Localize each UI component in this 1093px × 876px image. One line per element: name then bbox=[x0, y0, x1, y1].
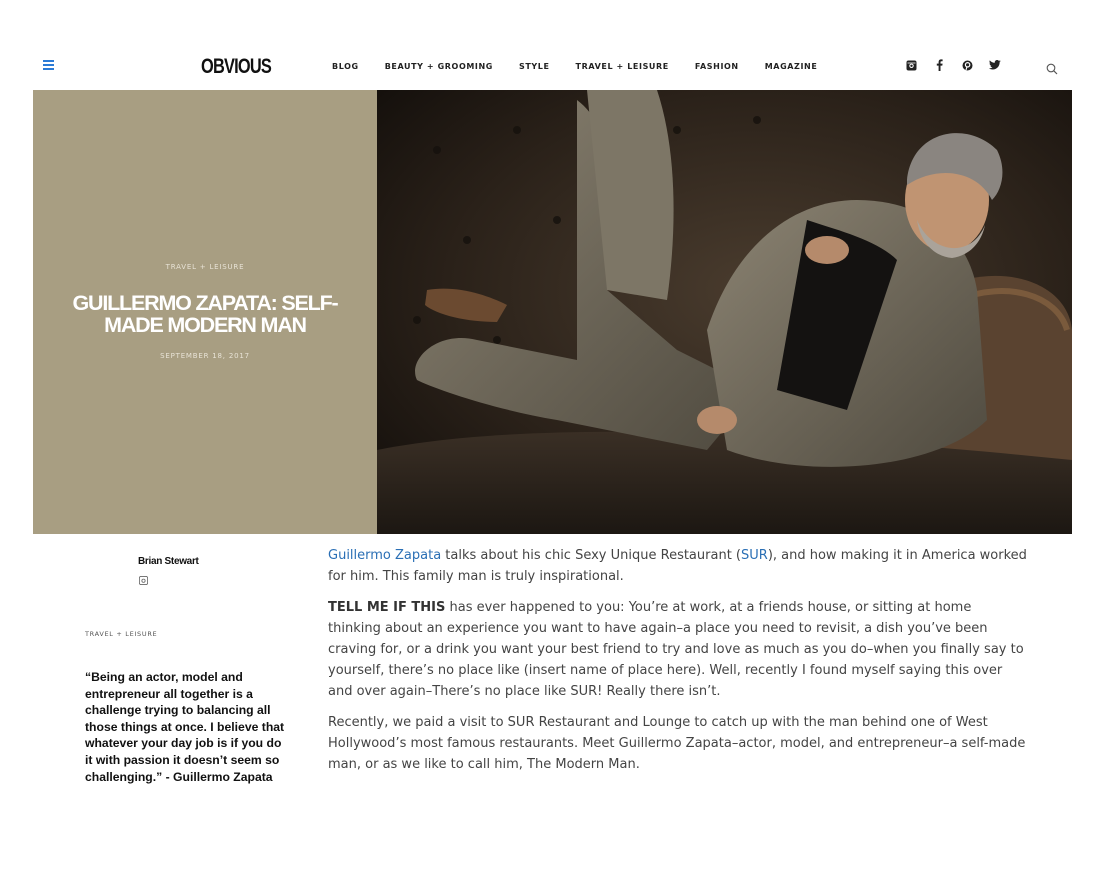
site-header bbox=[0, 48, 1093, 90]
hero-photo-illustration bbox=[377, 90, 1072, 534]
instagram-icon[interactable] bbox=[904, 58, 918, 72]
hero-title-panel bbox=[33, 90, 377, 534]
sur-link[interactable]: SUR bbox=[741, 548, 768, 563]
article-body bbox=[328, 545, 1028, 785]
hamburger-menu-icon[interactable] bbox=[43, 60, 54, 70]
paragraph-2-text: has ever happened to you: You’re at work, at a friends house, or sitting at home thinking about an experience you want to have again–a place you need to revisit, a dish you’ve been craving for, or a drink you want your best friend to try and love as much as you do–when you finally say to yourself, there’s no place like (insert name of place here). Well, recently I found myself saying this over and over again–There’s no place like SUR! Really there isn’t. bbox=[328, 600, 1024, 699]
nav-item-magazine[interactable]: MAGAZINE bbox=[764, 62, 818, 71]
lead-in-text: TELL ME IF THIS bbox=[328, 600, 446, 615]
sidebar-category-link[interactable]: TRAVEL + LEISURE bbox=[85, 630, 158, 638]
author-name[interactable]: Brian Stewart bbox=[138, 556, 199, 567]
guillermo-zapata-link[interactable]: Guillermo Zapata bbox=[328, 548, 442, 563]
nav-item-blog[interactable]: BLOG bbox=[332, 62, 359, 71]
article-title-line2: MADE MODERN MAN bbox=[104, 313, 306, 337]
hero-category-link[interactable]: TRAVEL + LEISURE bbox=[165, 263, 245, 271]
nav-item-style[interactable]: STYLE bbox=[518, 62, 550, 71]
pinterest-icon[interactable] bbox=[960, 58, 974, 72]
hero-image bbox=[377, 90, 1072, 534]
article-title-line1: GUILLERMO ZAPATA: SELF- bbox=[72, 291, 338, 315]
nav-item-beauty-grooming[interactable]: BEAUTY + GROOMING bbox=[384, 62, 493, 71]
facebook-icon[interactable] bbox=[932, 58, 946, 72]
nav-item-travel-leisure[interactable]: TRAVEL + LEISURE bbox=[575, 62, 669, 71]
twitter-icon[interactable] bbox=[988, 58, 1002, 72]
article-title bbox=[43, 292, 367, 336]
search-icon[interactable] bbox=[1046, 60, 1058, 72]
article-date: SEPTEMBER 18, 2017 bbox=[160, 352, 250, 360]
main-nav bbox=[332, 62, 843, 71]
article-paragraph-3: Recently, we paid a visit to SUR Restaurant and Lounge to catch up with the man behind one of West Hollywood’s most famous restaurants. Meet Guillermo Zapata–actor, model, and entrepreneur–a self-made man, or as we like to call him, The Modern Man. bbox=[328, 715, 1026, 772]
site-logo[interactable]: OBVIOUS bbox=[201, 55, 272, 78]
pull-quote: “Being an actor, model and entrepreneur all together is a challenge trying to balancing all those things at once. I believe that whatever your day job is if you do it with passion it doesn’t seem so challenging.” - Guillermo Zapata bbox=[85, 670, 285, 784]
author-instagram-icon[interactable] bbox=[139, 570, 148, 579]
article-paragraph-2 bbox=[328, 597, 1028, 702]
intro-text-1: talks about his chic Sexy Unique Restaurant ( bbox=[441, 548, 741, 563]
article-intro bbox=[328, 545, 1028, 587]
social-links bbox=[904, 58, 1016, 72]
nav-item-fashion[interactable]: FASHION bbox=[694, 62, 739, 71]
intro-text-2: ), and how making it in America worked for him. This family man is truly inspirational. bbox=[328, 548, 1027, 584]
